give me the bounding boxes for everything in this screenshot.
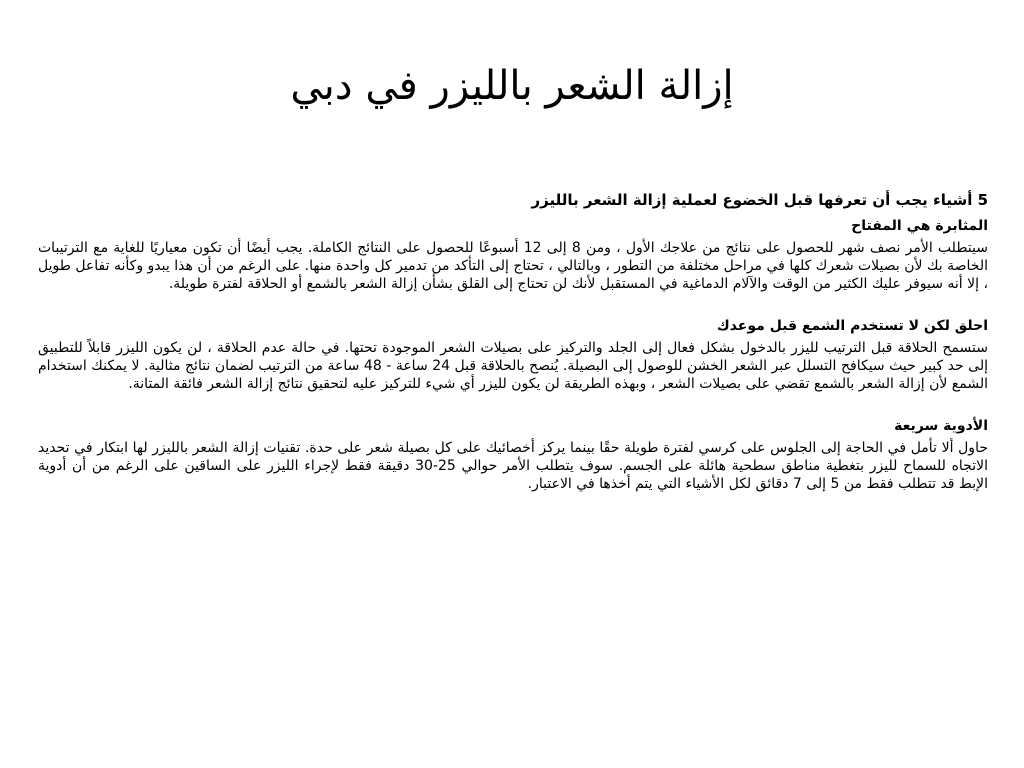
section-persistence bbox=[38, 216, 988, 294]
section-paragraph: ستسمح الحلاقة قبل الترتيب لليزر بالدخول بشكل فعال إلى الجلد والتركيز على بصيلات الشعر الموجودة تحتها. في حالة عدم الحلاقة ، لن يكون الليزر قابلاً للتطبيق إلى حد كبير حيث سيكافح التسلل عبر الشعر الخشن للوصول إلى البصيلة. يُنصح بالحلاقة قبل 24 ساعة - 48 ساعة من الترتيب لضمان نتائج مثالية. لا يمكنك استخدام الشمع لأن إزالة الشعر بالشمع تقضي على بصيلات الشعر ، وبهذه الطريقة لن يكون لليزر أي شيء للتركيز عليه لتحقيق نتائج إزالة الشعر فائقة المتانة. bbox=[38, 340, 988, 392]
section-heading: المثابرة هي المفتاح bbox=[851, 217, 988, 234]
section-paragraph: حاول ألا تأمل في الحاجة إلى الجلوس على كرسي لفترة طويلة حقًا بينما يركز أخصائيك على كل بصيلة شعر على حدة. تقنيات إزالة الشعر بالليزر لها ابتكار في تحديد الاتجاه للسماح لليزر بتغطية مناطق سطحية هائلة على الجسم. سوف يتطلب الأمر حوالي 25-30 دقيقة فقط لإجراء الليزر على الساقين على الرغم من أن أدوية الإبط قد تتطلب فقط من 5 إلى 7 دقائق لكل الأشياء التي يتم أخذها في الاعتبار. bbox=[38, 440, 988, 492]
slide-title: إزالة الشعر بالليزر في دبي bbox=[290, 63, 734, 109]
section-shave-not-wax bbox=[38, 316, 988, 394]
section-paragraph: سيتطلب الأمر نصف شهر للحصول على نتائج من علاجك الأول ، ومن 8 إلى 12 أسبوعًا للحصول على النتائج الكاملة. يجب أيضًا أن تكون معياريًا للغاية مع الترتيبات الخاصة بك لأن بصيلات شعرك كلها في مراحل مختلفة من التطور ، وبالتالي ، تحتاج إلى التأكد من تدمير كل واحدة منها. على الرغم من أن هذا يبدو وكأنه تفاعل طويل ، إلا أنه سيوفر عليك الكثير من الوقت والآلام الدماغية في المستقبل لأنك لن تحتاج إلى القلق بشأن إزالة الشعر بالشمع أو الحلاقة لفترة طويلة. bbox=[38, 240, 988, 292]
slide-content bbox=[38, 190, 988, 516]
section-quick-treatments bbox=[38, 416, 988, 494]
section-heading: الأدوية سريعة bbox=[894, 417, 988, 434]
main-heading: 5 أشياء يجب أن تعرفها قبل الخضوع لعملية إزالة الشعر بالليزر bbox=[531, 191, 988, 209]
section-heading: احلق لكن لا تستخدم الشمع قبل موعدك bbox=[716, 317, 988, 334]
